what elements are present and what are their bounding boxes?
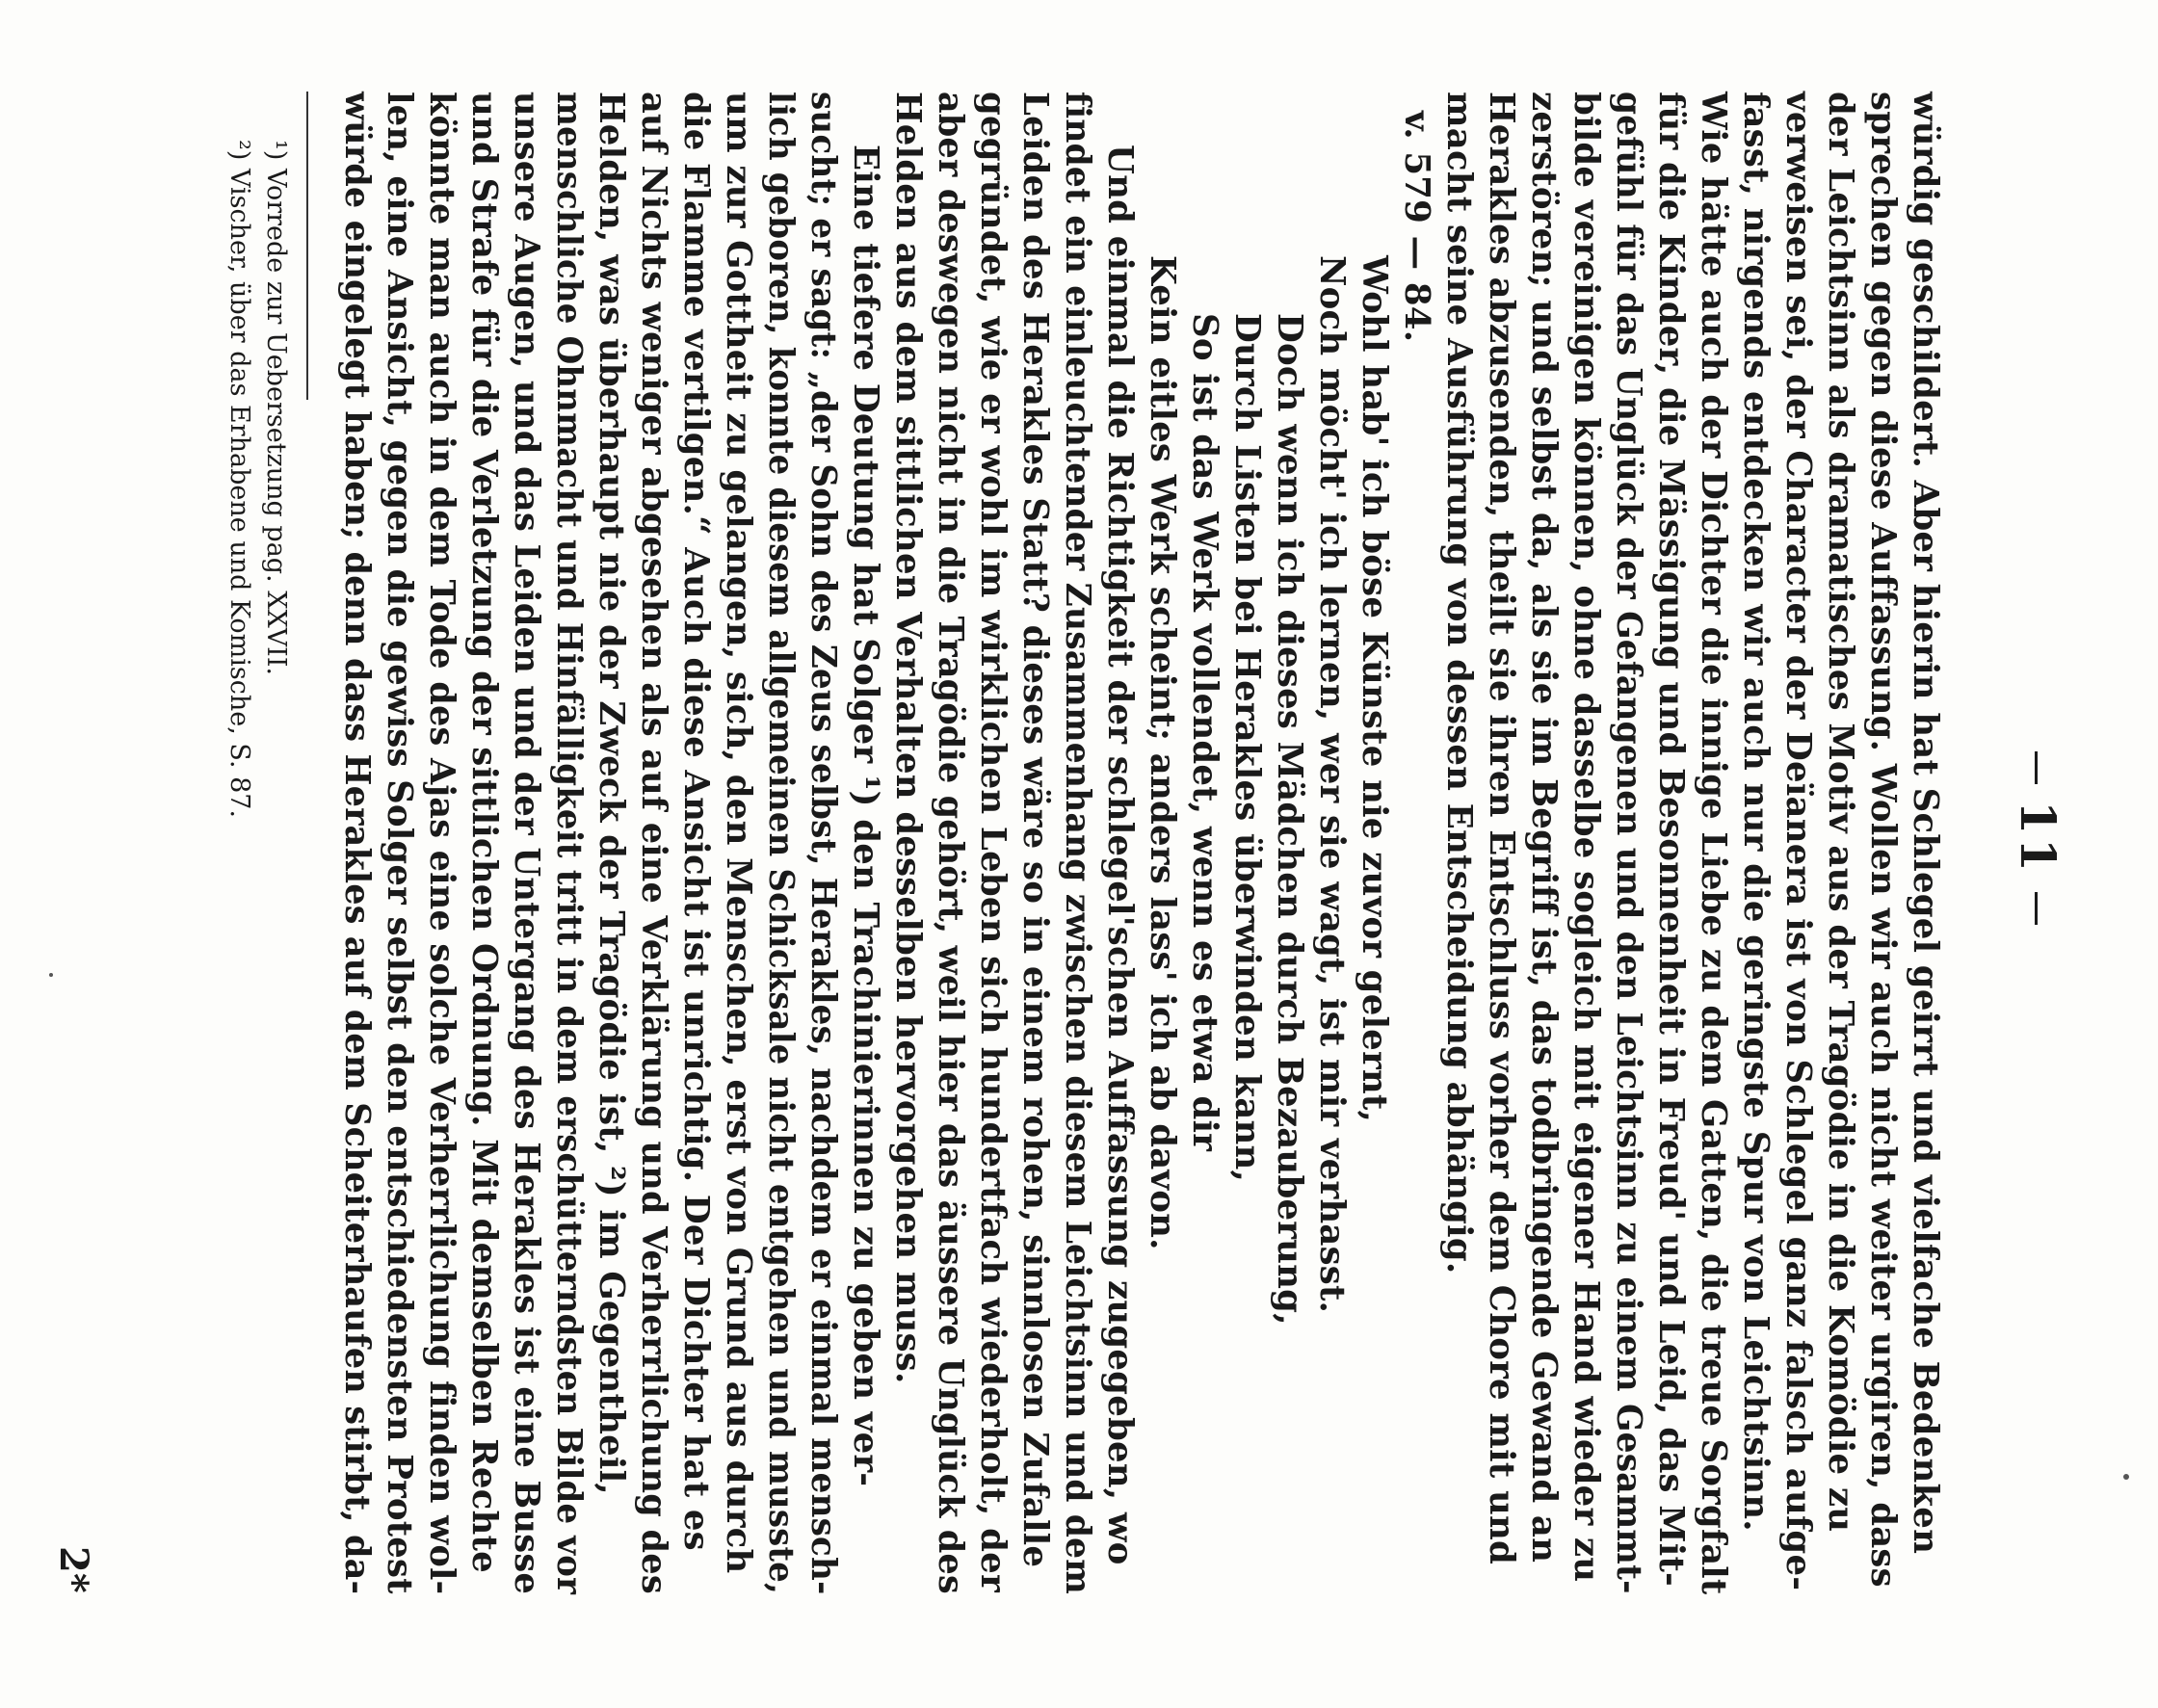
text-line: Durch Listen bei Herakles überwinden kann,: [1227, 313, 1267, 1183]
text-line: unsere Augen, und das Leiden und der Untergang des Herakles ist eine Busse: [507, 92, 546, 1595]
text-line: zerstören; und selbst da, als sie im Begriff ist, das todbringende Gewand an: [1524, 92, 1564, 1563]
text-line: Und einmal die Richtigkeit der schlegel'schen Auffassung zugegeben, wo: [1100, 145, 1140, 1565]
text-line: menschliche Ohnmacht und Hinfälligkeit tritt in dem erschütterndsten Bilde vor: [549, 92, 589, 1595]
text-line: der Leichtsinn als dramatisches Motiv aus der Tragödie in die Komödie zu: [1821, 92, 1860, 1533]
text-line: macht seine Ausführung von dessen Entscheidung abhängig.: [1439, 92, 1479, 1274]
text-line: Leiden des Herakles Statt? dieses wäre so in einem rohen, sinnlosen Zufalle: [1015, 92, 1055, 1568]
text-line: bilde vereinigen können, ohne dasselbe sogleich mit eigener Hand wieder zu: [1566, 92, 1606, 1583]
ink-speck: [49, 973, 53, 977]
text-line: aber deswegen nicht in die Tragödie gehört, weil hier das äussere Unglück des: [931, 92, 970, 1594]
page-header: [2009, 58, 2066, 1618]
footnote: ²) Vischer, über das Erhabene und Komische, S. 87.: [224, 140, 254, 819]
text-line: und Strafe für die Verletzung der sittlichen Ordnung. Mit demselben Rechte: [464, 92, 504, 1573]
text-line: Noch möcht' ich lernen, wer sie wagt, ist mir verhasst.: [1312, 255, 1352, 1314]
text-line: würde eingelegt haben; denn dass Herakles auf dem Scheiterhaufen stirbt, da-: [337, 92, 377, 1595]
text-line: findet ein einleuchtender Zusammenhang zwischen diesem Leichtsinn und dem: [1058, 92, 1097, 1594]
text-line: lich geboren, konnte diesem allgemeinen Schicksale nicht entgehen und musste,: [761, 92, 801, 1594]
text-line: Wohl hab' ich böse Künste nie zuvor gelernt,: [1355, 255, 1394, 1123]
text-line: Kein eitles Werk scheint; anders lass' ich ab davon.: [1143, 255, 1182, 1250]
text-line: könnte man auch in dem Tode des Ajas eine solche Verherrlichung finden wol-: [422, 92, 461, 1595]
text-line: Helden aus dem sittlichen Verhalten desselben hervorgehen muss.: [888, 92, 928, 1384]
text-line: Wie hätte auch der Dichter die innige Liebe zu dem Gatten, die treue Sorgfalt: [1694, 92, 1733, 1595]
text-line: sprechen gegen diese Auffassung. Wollen wir auch nicht weiter urgiren, dass: [1863, 92, 1903, 1588]
signature-mark: 2*: [51, 1546, 96, 1593]
text-line: v. 579 — 84.: [1397, 111, 1436, 343]
text-line: die Flamme vertilgen.“ Auch diese Ansicht ist unrichtig. Der Dichter hat es: [676, 92, 716, 1551]
text-line: verweisen sei, der Character der Deïanera ist von Schlegel ganz falsch aufge-: [1778, 92, 1818, 1591]
ink-speck: [2123, 1474, 2129, 1480]
text-line: würdig geschildert. Aber hierin hat Schlegel geirrt und vielfache Bedenken: [1906, 92, 1945, 1555]
text-line: So ist das Werk vollendet, wenn es etwa dir: [1185, 313, 1224, 1152]
text-line: Herakles abzusenden, theilt sie ihren Entschluss vorher dem Chore mit und: [1482, 92, 1521, 1565]
text-line: fasst, nirgends entdecken wir auch nur die geringste Spur von Leichtsinn.: [1736, 92, 1776, 1532]
text-line: len, eine Ansicht, gegen die gewiss Solger selbst den entschiedensten Protest: [380, 92, 419, 1594]
header-dash-right: [2035, 892, 2038, 925]
footnote-divider: [306, 92, 308, 400]
text-line: Doch wenn ich dieses Mädchen durch Bezauberung,: [1270, 313, 1309, 1326]
text-line: gefühl für das Unglück der Gefangenen und den Leichtsinn zu einem Gesammt-: [1609, 92, 1648, 1594]
text-line: gegründet, wie er wohl im wirklichen Leben sich hundertfach wiederholt, der: [973, 92, 1013, 1592]
text-line: Helden, was überhaupt nie der Zweck der Tragödie ist, ²) im Gegentheil,: [592, 92, 631, 1495]
text-line: sucht; er sagt: „der Sohn des Zeus selbst, Herakles, nachdem er einmal mensch-: [803, 92, 843, 1595]
text-line: Eine tiefere Deutung hat Solger ¹) den Trachinierinnen zu geben ver-: [846, 145, 885, 1487]
footnote: ¹) Vorrede zur Uebersetzung pag. XXVII.: [261, 140, 291, 676]
page-number: 11: [2010, 801, 2066, 876]
footnotes: [221, 92, 294, 1594]
text-line: um zur Gottheit zu gelangen, sich, den Menschen, erst von Grund aus durch: [719, 92, 758, 1574]
text-line: auf Nichts weniger abgesehen als auf eine Verklärung und Verherrlichung des: [634, 92, 673, 1594]
body-text: [335, 92, 1946, 1594]
text-line: für die Kinder, die Mässigung und Besonnenheit in Freud' und Leid, das Mit-: [1651, 92, 1691, 1587]
